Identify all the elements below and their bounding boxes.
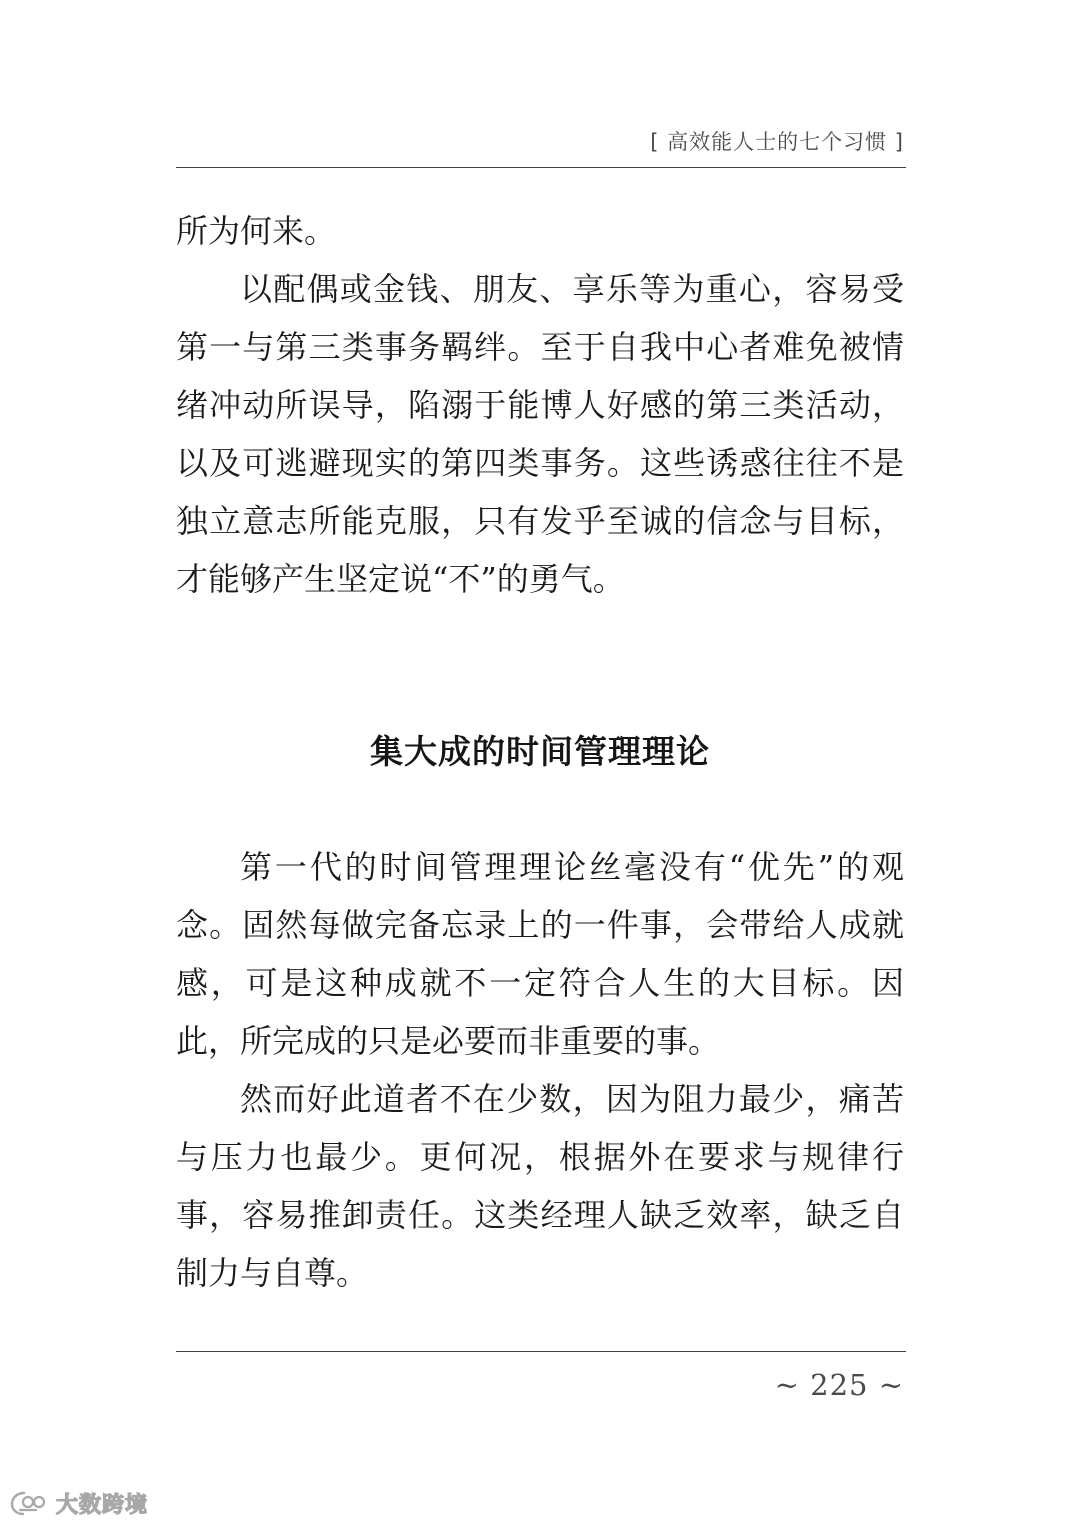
footer-rule bbox=[176, 1351, 906, 1352]
paragraph-continuation: 所为何来。 bbox=[176, 212, 337, 250]
paragraph: 以配偶或金钱、朋友、享乐等为重心，容易受第一与第三类事务羁绊。至于自我中心者难免被情绪冲动所误导，陷溺于能博人好感的第三类活动，以及可逃避现实的第四类事务。这些诱惑往往不是独立意志所能克服，只有发乎至诚的信念与目标，才能够产生坚定说“不”的勇气。 bbox=[176, 270, 904, 598]
paragraph: 第一代的时间管理理论丝毫没有“优先”的观念。固然每做完备忘录上的一件事，会带给人成就感，可是这种成就不一定符合人生的大目标。因此，所完成的只是必要而非重要的事。 bbox=[176, 848, 904, 1060]
page-number: ~ 225 ~ bbox=[774, 1368, 904, 1402]
brand-logo-icon bbox=[10, 1489, 50, 1517]
body-text-top bbox=[176, 202, 904, 608]
watermark bbox=[10, 1486, 148, 1520]
body-text-bottom bbox=[176, 838, 904, 1302]
section-heading: 集大成的时间管理理论 bbox=[370, 732, 710, 771]
watermark-text: 大数跨境 bbox=[56, 1492, 149, 1518]
running-header-title: [ 高效能人士的七个习惯 ] bbox=[650, 130, 904, 154]
header-rule bbox=[176, 167, 906, 168]
paragraph: 然而好此道者不在少数，因为阻力最少，痛苦与压力也最少。更何况，根据外在要求与规律行事，容易推卸责任。这类经理人缺乏效率，缺乏自制力与自尊。 bbox=[176, 1080, 904, 1292]
